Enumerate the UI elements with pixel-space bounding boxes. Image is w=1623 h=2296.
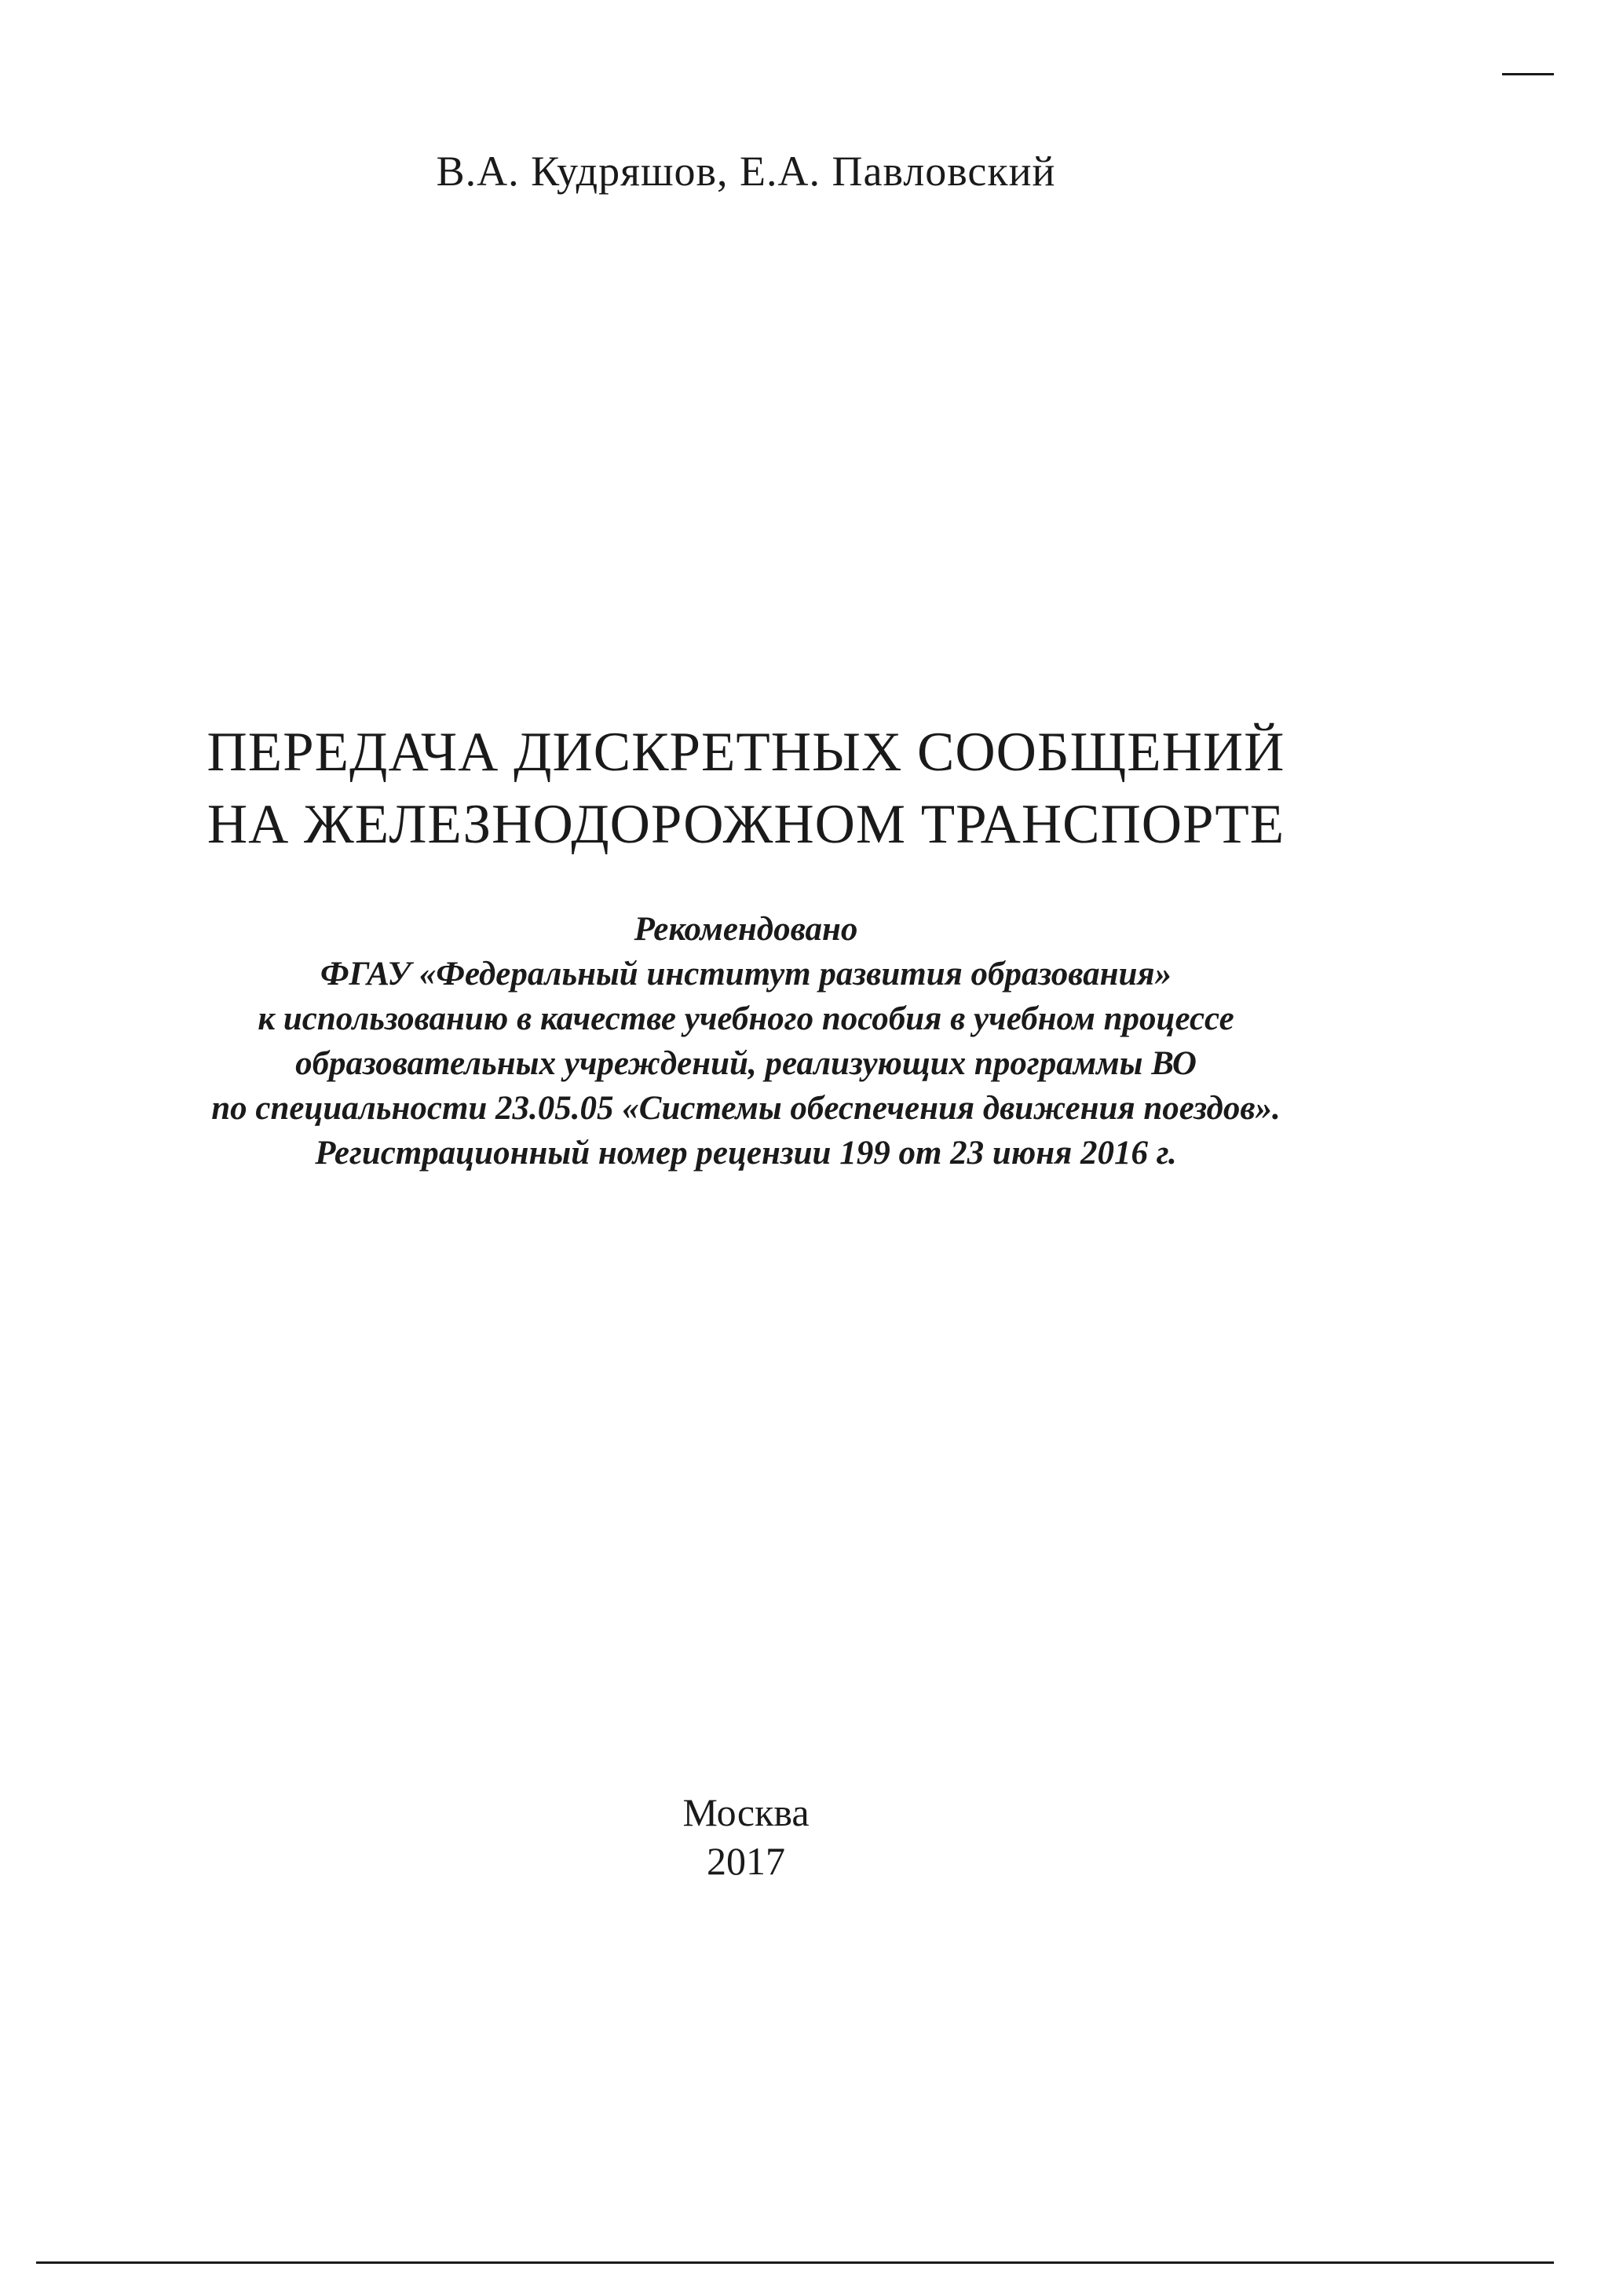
bottom-rule bbox=[36, 2261, 1554, 2264]
recommendation-block bbox=[0, 907, 1492, 1175]
recommendation-line-2: ФГАУ «Федеральный институт развития образования» bbox=[320, 956, 1172, 993]
imprint bbox=[0, 1788, 1492, 1885]
recommendation-line-6: Регистрационный номер рецензии 199 от 23 июня 2016 г. bbox=[315, 1135, 1177, 1172]
corner-rule bbox=[1502, 73, 1554, 75]
book-title-line-2: НА ЖЕЛЕЗНОДОРОЖНОМ ТРАНСПОРТЕ bbox=[207, 794, 1285, 855]
recommendation-line-4: образовательных учреждений, реализующих программы ВО bbox=[295, 1045, 1197, 1082]
book-title-line-1: ПЕРЕДАЧА ДИСКРЕТНЫХ СООБЩЕНИЙ bbox=[207, 722, 1285, 783]
recommendation-line-3: к использованию в качестве учебного пособия в учебном процессе bbox=[258, 1000, 1234, 1037]
imprint-city: Москва bbox=[682, 1790, 810, 1834]
recommendation-line-1: Рекомендовано bbox=[634, 911, 858, 948]
recommendation-line-5: по специальности 23.05.05 «Системы обеспечения движения поездов». bbox=[211, 1090, 1281, 1127]
book-title bbox=[0, 716, 1492, 861]
imprint-year: 2017 bbox=[707, 1839, 785, 1883]
authors: В.А. Кудряшов, Е.А. Павловский bbox=[436, 148, 1056, 195]
